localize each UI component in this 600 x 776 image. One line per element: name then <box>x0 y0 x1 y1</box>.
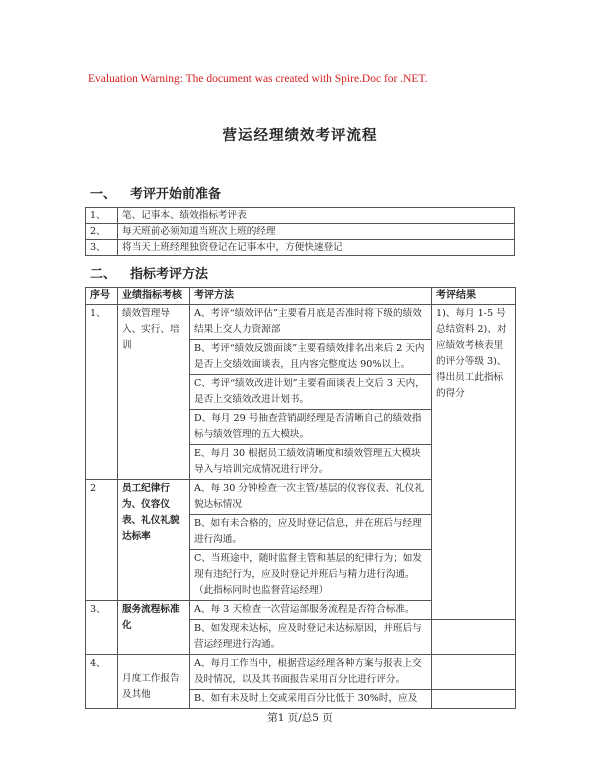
section-number: 二、 <box>90 267 117 282</box>
method-cell: A、每 3 天检查一次营运部服务流程是否符合标准。 <box>190 601 432 620</box>
section-heading-preparation <box>90 183 221 202</box>
section-title: 指标考评方法 <box>130 267 209 282</box>
method-cell: E、每月 30 根据员工绩效清晰度和绩效管理五大模块导入与培训完成情况进行评分。 <box>190 445 432 480</box>
row-number: 3、 <box>86 240 118 256</box>
method-cell: C、考评“绩效改进计划”主要看面谈表上交后 3 天内，是否上交绩效改进计划书。 <box>190 375 432 410</box>
header-method: 考评方法 <box>190 288 432 305</box>
item-number: 4、 <box>86 655 118 709</box>
header-kpi: 业绩指标考核 <box>118 288 190 305</box>
table-row <box>86 240 515 256</box>
item-number: 2 <box>86 480 118 601</box>
row-text: 将当天上班经理独资登记在记事本中，方便快速登记 <box>118 240 515 256</box>
row-text: 笔、记事本、绩效指标考评表 <box>118 208 515 224</box>
method-cell: B、考评“绩效反馈面谈”主要看绩效排名出来后 2 天内是否上交绩效面谈表，且内容完整度达 90%以上。 <box>190 340 432 375</box>
preparation-table <box>85 207 515 256</box>
table-row <box>86 224 515 240</box>
result-cell-empty <box>432 690 516 709</box>
page-footer: 第1 页/总5 页 <box>267 712 333 724</box>
result-cell-empty <box>432 620 516 655</box>
section-number: 一、 <box>90 187 117 202</box>
item-kpi: 员工纪律行为、仪容仪表、礼仪礼貌达标率 <box>118 480 190 601</box>
evaluation-method-table <box>85 287 516 709</box>
method-cell: A、每 30 分钟检查一次主管/基层的仪容仪表、礼仪礼貌达标情况 <box>190 480 432 515</box>
row-number: 1、 <box>86 208 118 224</box>
method-cell: B、如有未合格的，应及时登记信息，并在班后与经理进行沟通。 <box>190 515 432 550</box>
item-number: 1、 <box>86 305 118 480</box>
method-cell: A、考评“绩效评估”主要看月底是否准时将下级的绩效结果上交人力资源部 <box>190 305 432 340</box>
method-cell: B、如有未及时上交或采用百分比低于 30%时，应及 <box>190 690 432 709</box>
table-header-row <box>86 288 516 305</box>
row-text: 每天班前必须知道当班次上班的经理 <box>118 224 515 240</box>
item-kpi: 服务流程标准化 <box>118 601 190 655</box>
method-cell: A、每月工作当中，根据营运经理各种方案与报表上交及时情况，以及其书面报告采用百分比进行评分。 <box>190 655 432 690</box>
table-row <box>86 655 516 690</box>
result-cell-empty <box>432 655 516 690</box>
method-cell: C、当班途中，随时监督主管和基层的纪律行为；如发现有违纪行为，应及时登记并班后与精力进行沟通。（此指标同时也监督营运经理） <box>190 550 432 601</box>
section-heading-method <box>90 263 208 282</box>
method-cell: D、每月 29 号抽查营销副经理是否清晰自己的绩效指标与绩效管理的五大模块。 <box>190 410 432 445</box>
table-row <box>86 305 516 340</box>
item-kpi: 绩效管理导入、实行、培训 <box>118 305 190 480</box>
header-result: 考评结果 <box>432 288 516 305</box>
method-cell: B、如发现未达标，应及时登记未达标原因，并班后与营运经理进行沟通。 <box>190 620 432 655</box>
row-number: 2、 <box>86 224 118 240</box>
result-cell: 1)、每月 1-5 号总结资料 2)、对应绩效考核表里的评分等级 3)、得出员工此指标的得分 <box>432 305 516 620</box>
table-row <box>86 208 515 224</box>
header-no: 序号 <box>86 288 118 305</box>
section-title: 考评开始前准备 <box>130 187 222 202</box>
item-number: 3、 <box>86 601 118 655</box>
page-title: 营运经理绩效考评流程 <box>222 127 378 144</box>
item-kpi: 月度工作报告及其他 <box>118 655 190 709</box>
evaluation-warning: Evaluation Warning: The document was created with Spire.Doc for .NET. <box>88 73 428 85</box>
